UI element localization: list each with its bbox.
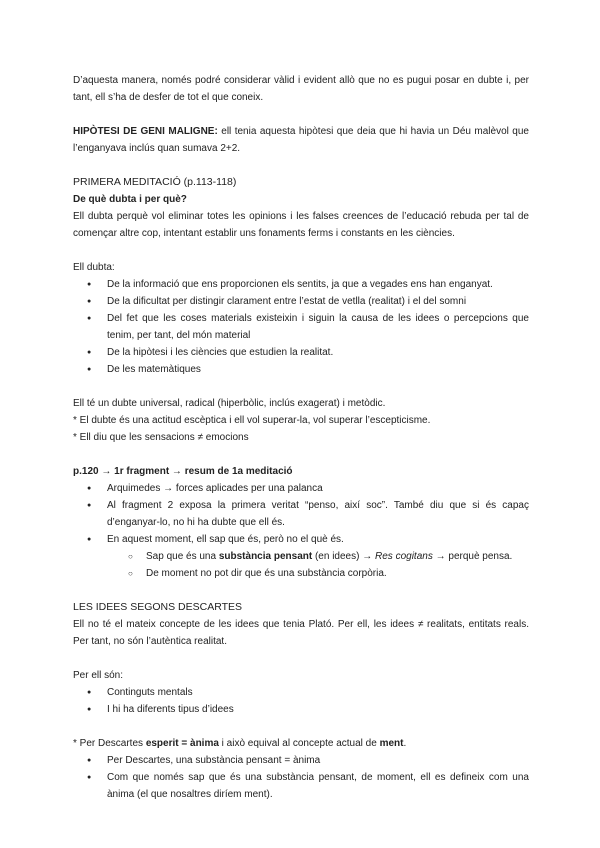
note-line: * El dubte és una actitud escèptica i ell vol superar-la, vol superar l’escepticisme. — [73, 415, 431, 426]
list-item: ● Del fet que les coses materials existeixin i siguin la causa de les idees o percepcions que tenim, per tant, del món material — [73, 310, 529, 344]
idees-intro: Per ell són: — [73, 670, 124, 681]
hypothesis-label: HIPÒTESI DE GENI MALIGNE: — [73, 126, 218, 137]
list-item: ● De la informació que ens proporcionen els sentits, ja que a vegades ens han enganyat. — [73, 276, 529, 293]
intro-paragraph: D’aquesta manera, només podré considerar vàlid i evident allò que no es pugui posar en dubte i, per tant, ell s’ha de desfer de tot el que coneix. — [73, 75, 529, 103]
list-item: ● Com que només sap que és una substància pensant, de moment, ell es defineix com una ànima (el que nosaltres diríem ment). — [73, 769, 529, 803]
list-item: ● Al fragment 2 exposa la primera veritat “penso, així soc”. També diu que si és capaç d’enganyar-lo, no hi ha dubte que ell és. — [73, 497, 529, 531]
list-item: ● De la hipòtesi i les ciències que estudien la realitat. — [73, 344, 529, 361]
list-item: ● En aquest moment, ell sap que és, però no el què és. — [73, 531, 529, 548]
list-item: ● De la dificultat per distingir clarament entre l’estat de vetlla (realitat) i el del somni — [73, 293, 529, 310]
answer-paragraph: Ell dubta perquè vol eliminar totes les opinions i les falses creences de l’educació rebuda per tal de començar altre cop, intentant establir uns fonaments ferms i constants en les ciències. — [73, 211, 529, 239]
idees-list — [73, 684, 529, 718]
fragment-list — [73, 480, 529, 548]
hypothesis-text: ell tenia aquesta hipòtesi que deia que hi havia un Déu malèvol que l’enganyava inclús quan sumava 2+2. — [73, 126, 529, 154]
list-item: ● De les matemàtiques — [73, 361, 529, 378]
question-heading: De què dubta i per què? — [73, 194, 187, 205]
fragment-heading: p.120 → 1r fragment → resum de 1a meditació — [73, 466, 293, 477]
section-title-primera-meditacio: PRIMERA MEDITACIÓ (p.113-118) — [73, 176, 237, 188]
note-line: Ell té un dubte universal, radical (hiperbòlic, inclús exagerat) i metòdic. — [73, 398, 386, 409]
section-title-idees: LES IDEES SEGONS DESCARTES — [73, 601, 243, 613]
descartes-list — [73, 752, 529, 803]
doubt-list — [73, 276, 529, 378]
doubt-intro: Ell dubta: — [73, 262, 115, 273]
document-page — [73, 72, 529, 803]
hypothesis-paragraph — [73, 123, 529, 157]
list-item: ● Arquimedes → forces aplicades per una palanca — [73, 480, 529, 497]
list-item: ● Per Descartes, una substància pensant = ànima — [73, 752, 529, 769]
list-item: ● Continguts mentals — [73, 684, 529, 701]
fragment-sublist — [73, 548, 529, 582]
sub-list-item: ○ De moment no pot dir que és una substància corpòria. — [73, 565, 529, 582]
list-item: ● I hi ha diferents tipus d’idees — [73, 701, 529, 718]
descartes-note: * Per Descartes esperit = ànima i això equival al concepte actual de ment. — [73, 738, 407, 749]
sub-list-item: ○ Sap que és una substància pensant (en idees) → Res cogitans → perquè pensa. — [73, 548, 529, 565]
idees-paragraph: Ell no té el mateix concepte de les idees que tenia Plató. Per ell, les idees ≠ realitats, entitats reals. Per tant, no són l’autèntica realitat. — [73, 619, 529, 647]
note-line: * Ell diu que les sensacions ≠ emocions — [73, 432, 249, 443]
